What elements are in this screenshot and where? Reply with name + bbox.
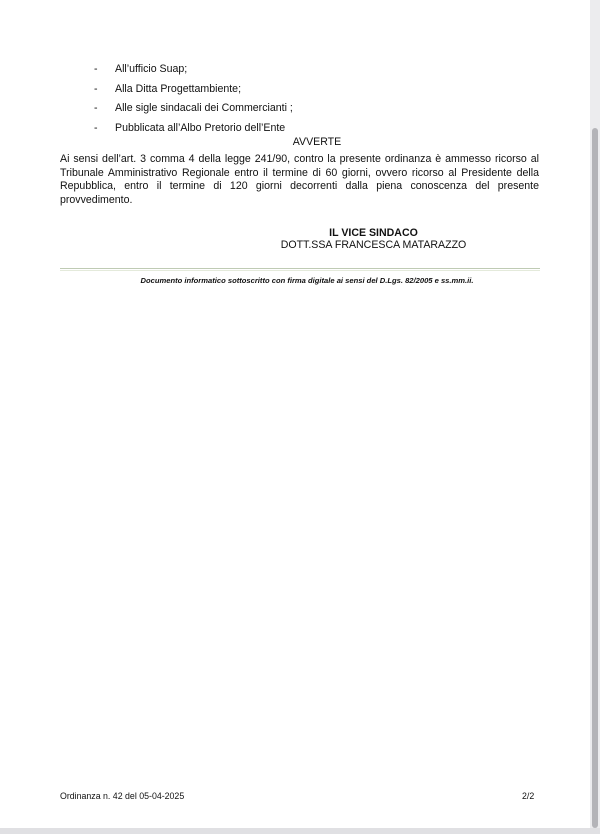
recipient-text: Alla Ditta Progettambiente; bbox=[115, 82, 242, 95]
list-dash: - bbox=[94, 102, 98, 114]
recipient-text: Alle sigle sindacali dei Commercianti ; bbox=[115, 102, 293, 114]
digital-signature-note: Documento informatico sottoscritto con firma digitale ai sensi del D.Lgs. 82/2005 e ss.mm.ii. bbox=[140, 276, 474, 285]
section-heading: AVVERTE bbox=[292, 136, 342, 148]
list-dash: - bbox=[94, 121, 98, 134]
recipient-list bbox=[0, 60, 590, 138]
recipient-text: All’ufficio Suap; bbox=[115, 63, 188, 75]
list-item bbox=[0, 80, 590, 100]
body-paragraph: Ai sensi dell’art. 3 comma 4 della legge 241/90, contro la presente ordinanza è ammesso ricorso al Tribunale Amministrativo Regionale entro il termine di 60 giorni, ovvero ricorso al Presidente della Repubblica, entro il termine di 120 giorni decorrenti dalla piena conoscenza del presente provvedimento. bbox=[60, 153, 539, 206]
viewer-bottom-edge bbox=[0, 828, 600, 834]
signature-name: DOTT.SSA FRANCESCA MATARAZZO bbox=[280, 239, 467, 251]
vertical-scrollbar[interactable] bbox=[590, 0, 600, 834]
divider bbox=[60, 270, 540, 271]
divider bbox=[60, 268, 540, 269]
footer-ordinance-ref: Ordinanza n. 42 del 05-04-2025 bbox=[60, 791, 185, 801]
list-dash: - bbox=[94, 82, 98, 95]
footer-page-number: 2/2 bbox=[522, 791, 535, 801]
list-item bbox=[0, 99, 590, 119]
scrollbar-thumb[interactable] bbox=[592, 128, 598, 828]
signature-title: IL VICE SINDACO bbox=[329, 227, 418, 239]
recipient-text: Pubblicata all’Albo Pretorio dell’Ente bbox=[115, 121, 286, 134]
list-item bbox=[0, 60, 590, 80]
list-dash: - bbox=[94, 63, 98, 75]
